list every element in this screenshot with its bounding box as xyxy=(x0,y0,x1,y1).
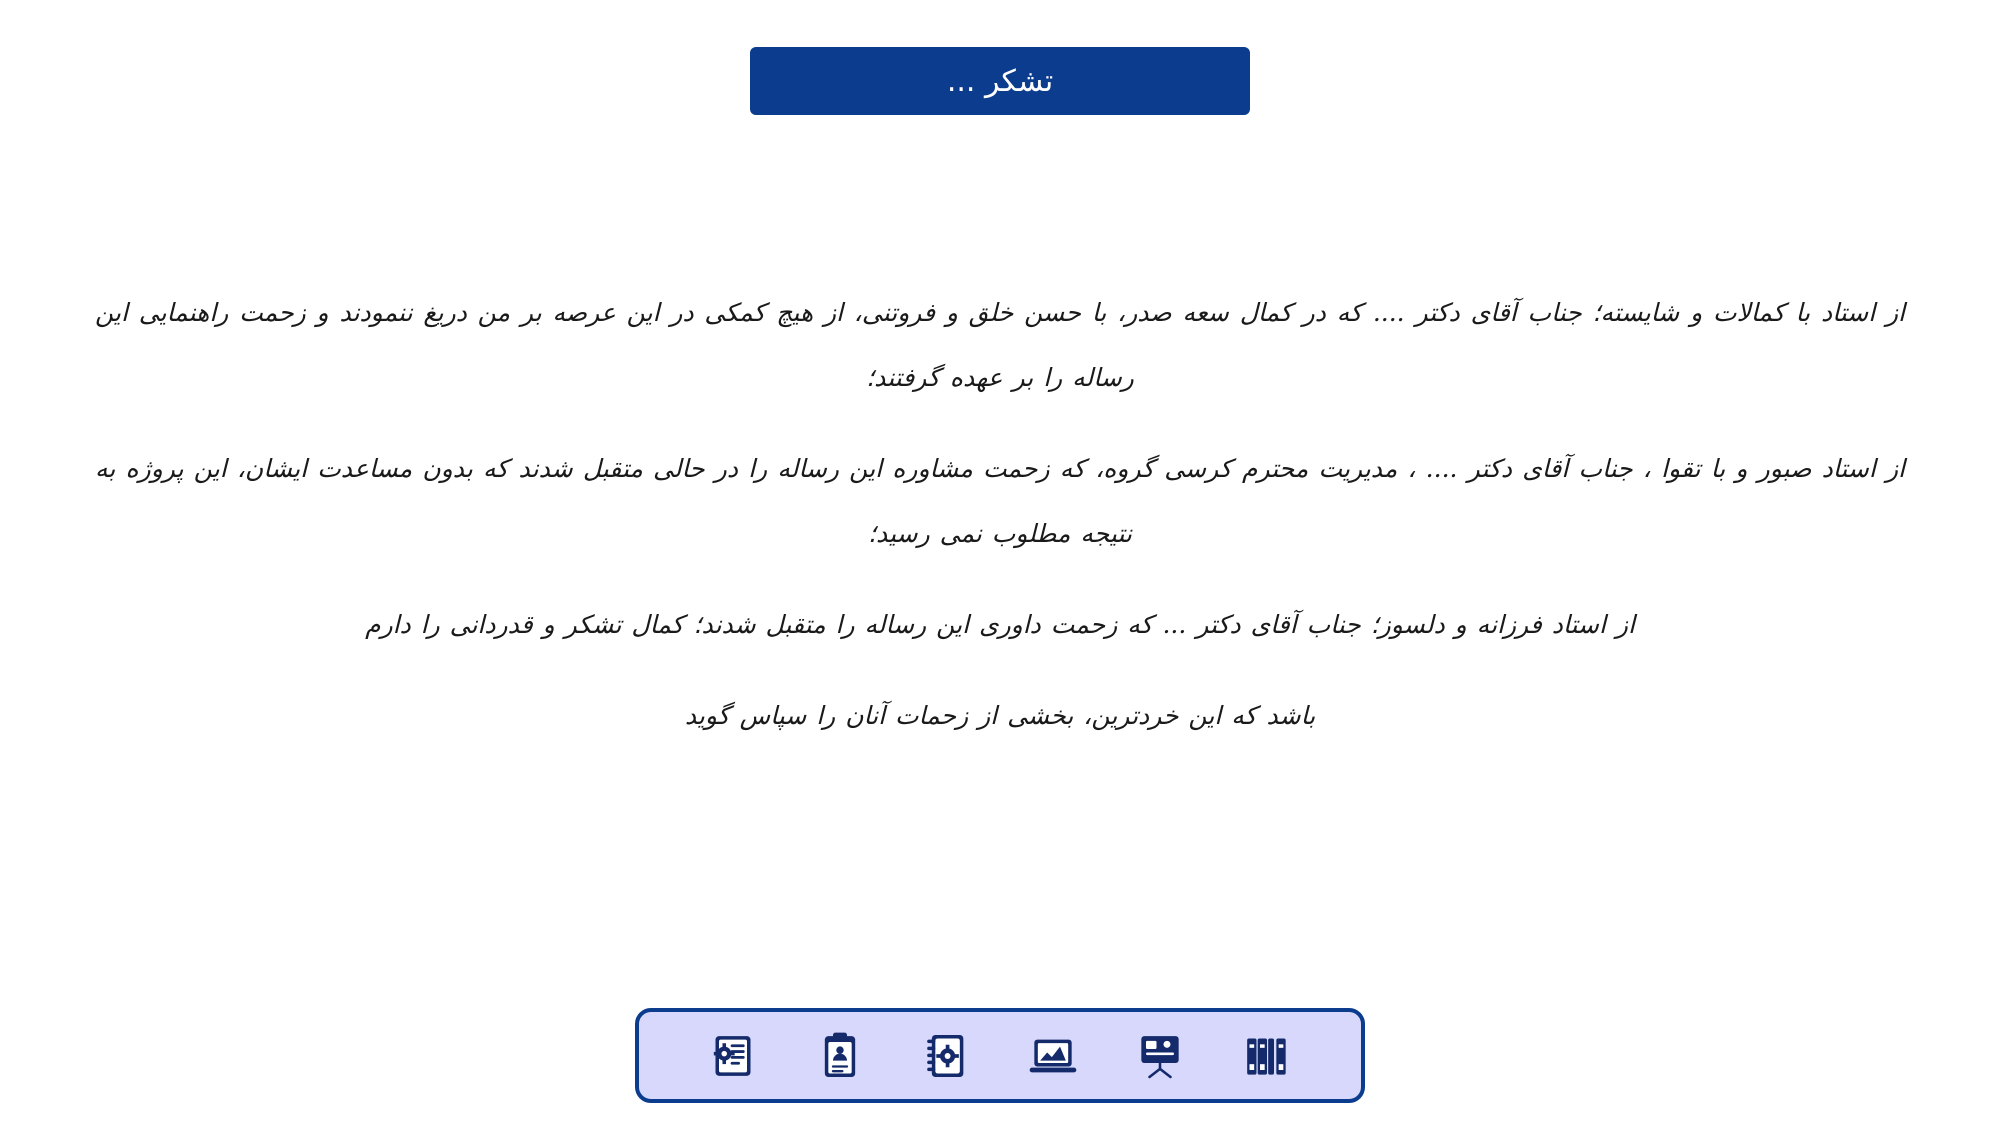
acknowledgements-body xyxy=(0,280,2000,748)
bottom-icon-bar xyxy=(635,1008,1365,1103)
section-title-banner xyxy=(750,47,1250,115)
paragraph: از استاد صبور و با تقوا ، جناب آقای دکتر .... ، مدیریت محترم کرسی گروه، که زحمت مشاوره این رساله را در حالی متقبل شدند که بدون مساعدت ایشان، این پروژه به نتیجه مطلوب نمی رسید؛ xyxy=(95,454,1905,548)
notebook-gear-icon[interactable] xyxy=(914,1023,980,1089)
paragraph: باشد که این خردترین، بخشی از زحمات آنان را سپاس گوید xyxy=(684,701,1316,730)
section-title-text: تشکر ... xyxy=(946,63,1054,99)
paragraph: از استاد با کمالات و شایسته؛ جناب آقای دکتر .... که در کمال سعه صدر، با حسن خلق و فروتنی، از هیچ کمکی در این عرصه بر من دریغ ننمودند و زحمت راهنمایی این رساله را بر عهده گرفتند؛ xyxy=(95,298,1905,392)
books-icon[interactable] xyxy=(1234,1023,1300,1089)
paragraph: از استاد فرزانه و دلسوز؛ جناب آقای دکتر ... که زحمت داوری این رساله را متقبل شدند؛ کمال تشکر و قدردانی را دارم xyxy=(365,610,1635,639)
document-gear-icon[interactable] xyxy=(700,1023,766,1089)
clipboard-icon[interactable] xyxy=(807,1023,873,1089)
laptop-chart-icon[interactable] xyxy=(1020,1023,1086,1089)
presentation-board-icon[interactable] xyxy=(1127,1023,1193,1089)
